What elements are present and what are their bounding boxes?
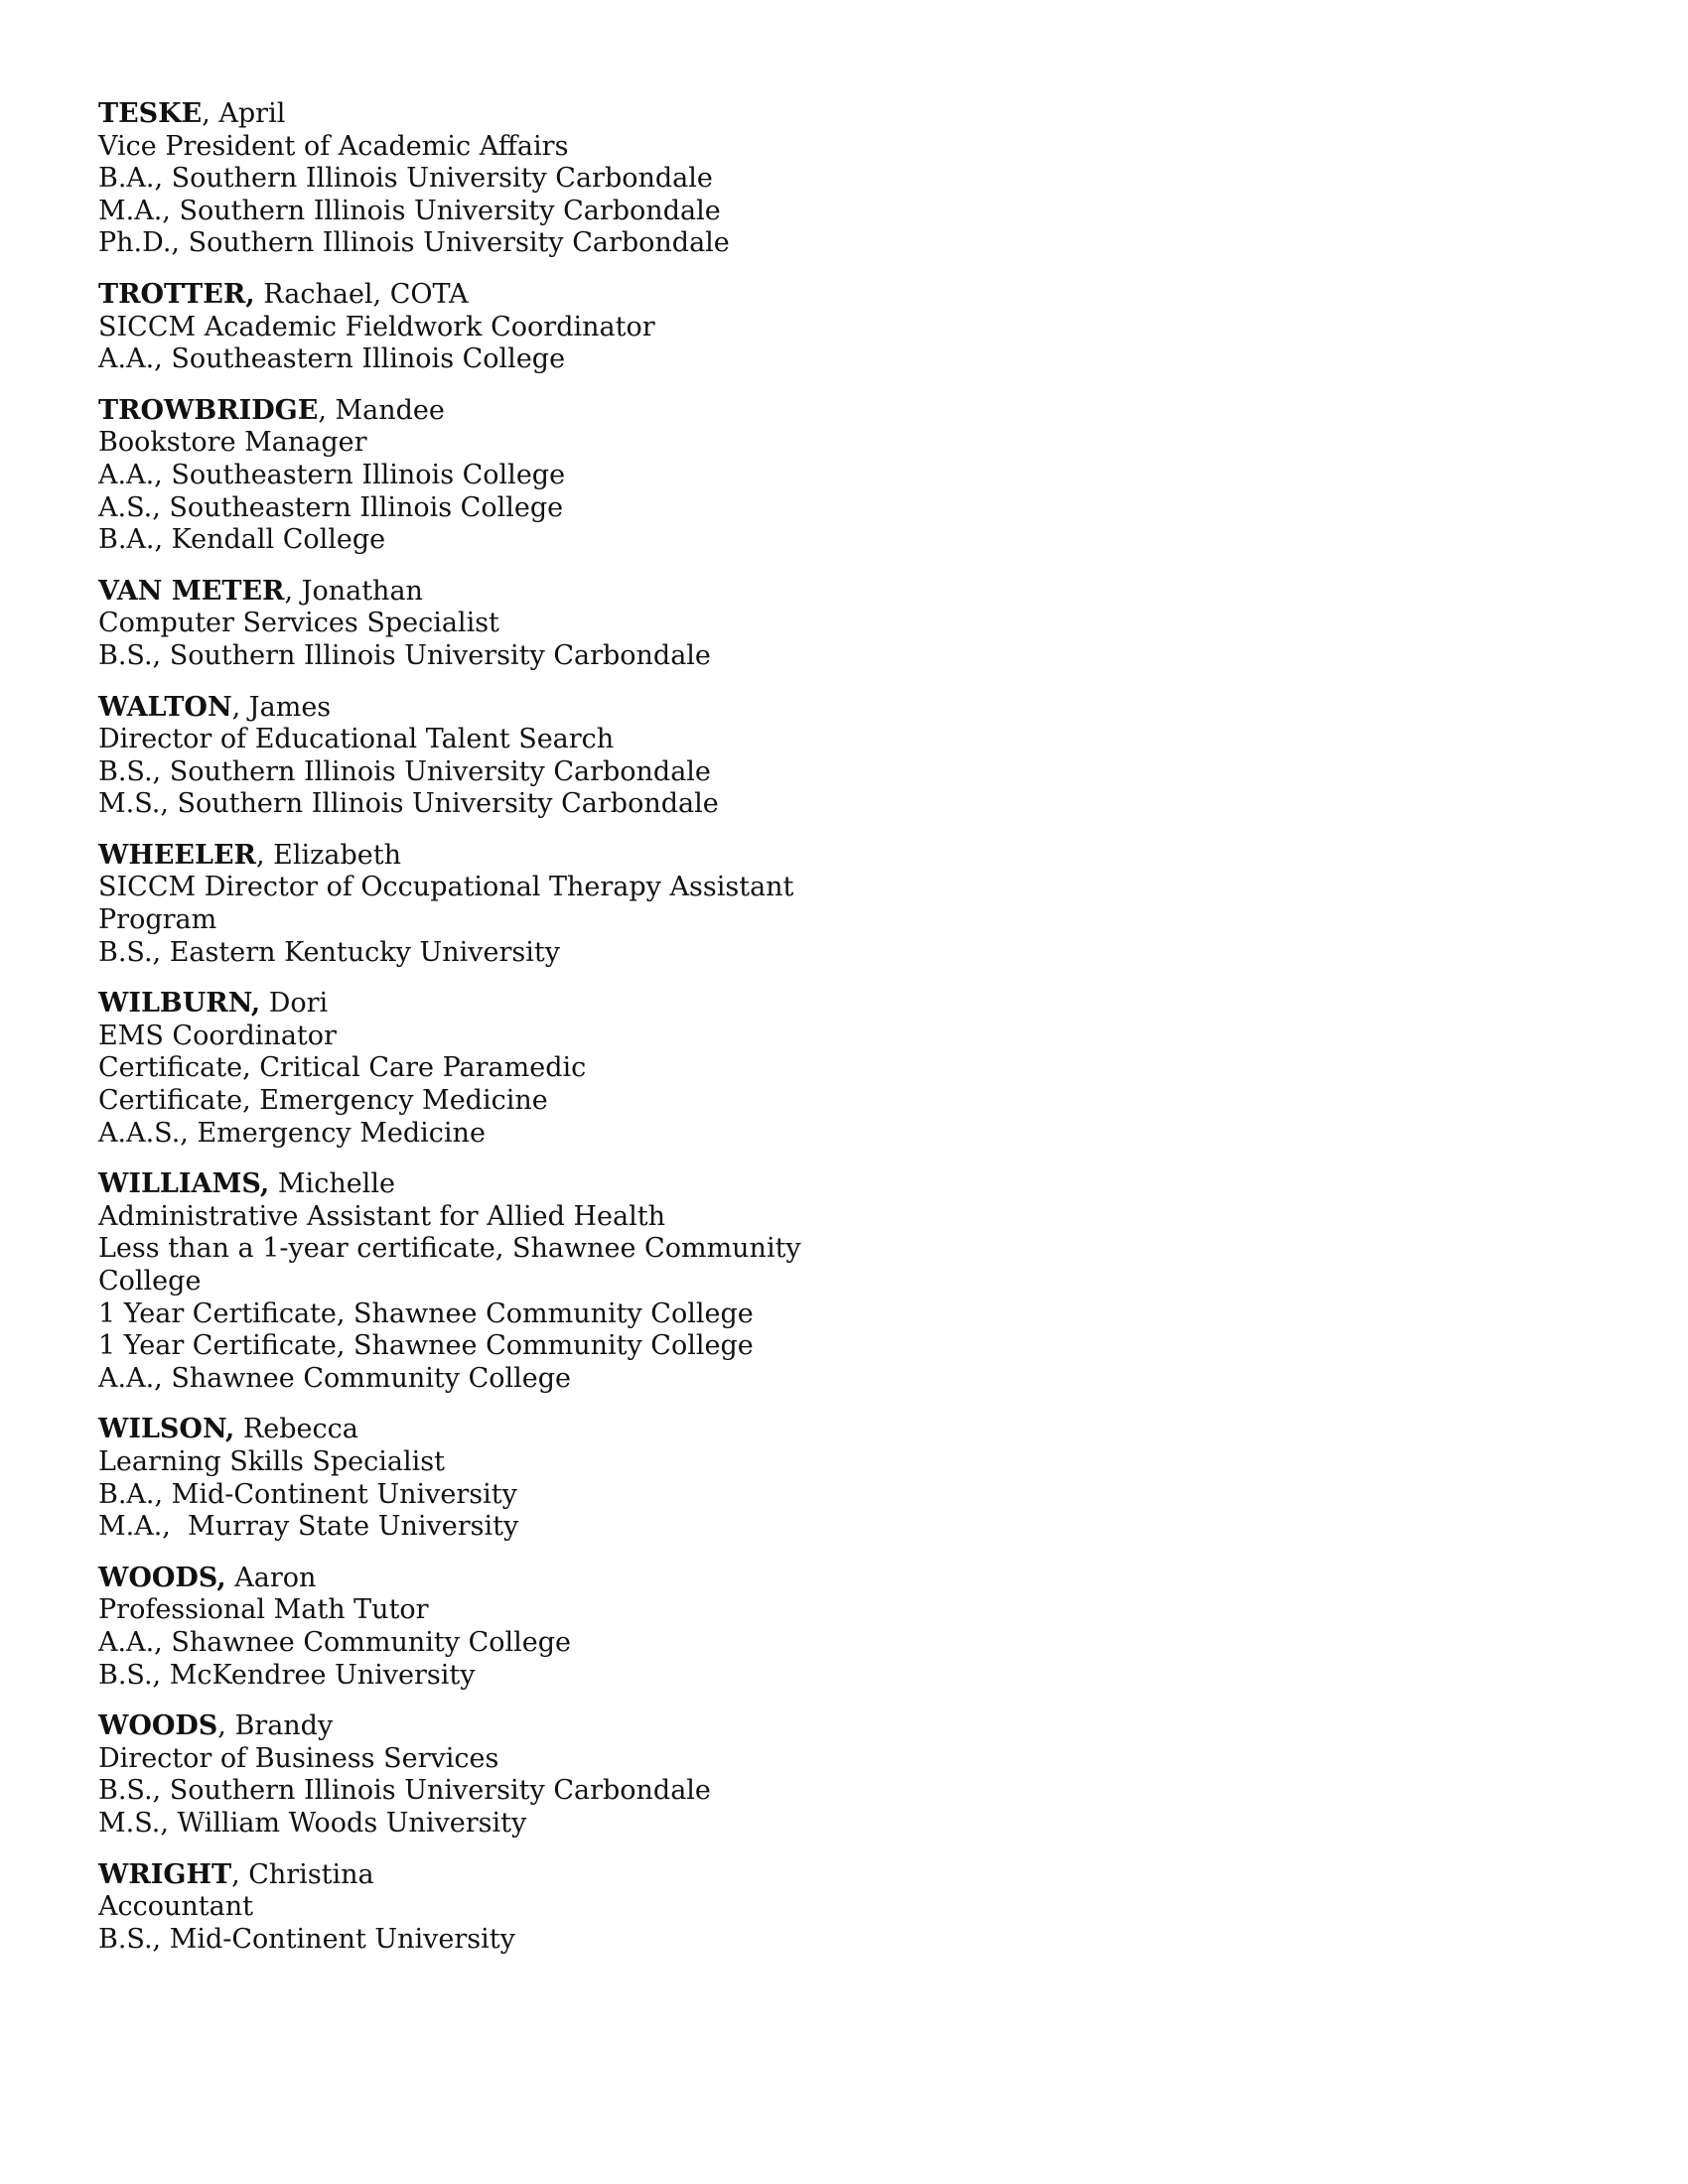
staff-degree: A.A.S., Emergency Medicine [98,1117,486,1149]
staff-given-name: Rachael, COTA [254,278,469,310]
staff-title: Learning Skills Specialist [98,1445,445,1477]
staff-given-name: , Brandy [217,1710,334,1742]
staff-title: Director of Business Services [98,1742,499,1774]
staff-title: Accountant [98,1891,253,1923]
staff-name [98,1859,833,1892]
staff-name [98,98,833,131]
staff-given-name: Michelle [269,1168,395,1200]
staff-title: EMS Coordinator [98,1020,337,1051]
staff-name [98,576,833,609]
staff-name [98,840,833,873]
staff-title: SICCM Academic Fieldwork Coordinator [98,311,655,342]
staff-degree: M.A., Southern Illinois University Carbondale [98,195,721,226]
staff-name [98,988,833,1021]
staff-surname: WILBURN, [98,988,261,1020]
staff-degree: Ph.D., Southern Illinois University Carbondale [98,227,730,259]
staff-degree: Certificate, Emergency Medicine [98,1085,548,1117]
staff-given-name: , James [231,691,332,723]
staff-title: Administrative Assistant for Allied Health [98,1200,666,1232]
staff-degree: A.A., Shawnee Community College [98,1626,571,1658]
staff-degree: A.A., Southeastern Illinois College [98,459,566,490]
staff-name [98,279,833,312]
staff-name [98,1168,833,1201]
staff-surname: WOODS, [98,1562,226,1593]
staff-degree: 1 Year Certificate, Shawnee Community College [98,1297,754,1329]
staff-surname: WRIGHT [98,1858,232,1890]
staff-entry-trowbridge [98,395,833,557]
staff-entry-wilson [98,1414,833,1543]
staff-surname: TESKE [98,98,203,129]
staff-given-name: Rebecca [234,1414,358,1445]
staff-entry-williams [98,1168,833,1395]
staff-entry-wilburn [98,988,833,1150]
staff-title: Vice President of Academic Affairs [98,130,569,162]
staff-entry-teske [98,98,833,260]
staff-surname: TROTTER, [98,278,255,310]
staff-degree: B.S., Mid-Continent University [98,1923,515,1955]
staff-name [98,1414,833,1446]
staff-entry-woods-aaron [98,1563,833,1692]
staff-given-name: , Christina [231,1858,374,1890]
staff-surname: VAN METER [98,575,285,607]
staff-entry-van-meter [98,576,833,673]
staff-surname: WHEELER [98,839,256,871]
staff-given-name: , Jonathan [284,575,423,607]
staff-degree: B.S., McKendree University [98,1659,476,1691]
staff-entry-woods-brandy [98,1710,833,1840]
staff-given-name: , Elizabeth [256,839,401,871]
staff-surname: WILSON, [98,1414,235,1445]
staff-degree: 1 Year Certificate, Shawnee Community College [98,1330,754,1362]
staff-title: SICCM Director of Occupational Therapy Assistant Program [98,872,794,936]
staff-degree: M.S., Southern Illinois University Carbondale [98,788,719,820]
staff-entry-wright [98,1859,833,1957]
staff-degree: B.A., Southern Illinois University Carbondale [98,163,713,195]
staff-title: Bookstore Manager [98,427,367,459]
staff-directory-page [98,98,833,1975]
staff-degree: B.A., Kendall College [98,524,386,556]
staff-surname: WALTON [98,691,232,723]
staff-surname: TROWBRIDGE [98,394,319,426]
staff-entry-wheeler [98,840,833,969]
staff-degree: B.S., Eastern Kentucky University [98,936,560,968]
staff-name [98,1563,833,1595]
staff-name [98,1710,833,1743]
staff-degree: B.S., Southern Illinois University Carbondale [98,639,711,671]
staff-degree: B.A., Mid-Continent University [98,1478,517,1510]
staff-title: Professional Math Tutor [98,1594,429,1626]
staff-given-name: Aaron [225,1562,317,1593]
staff-degree: A.A., Southeastern Illinois College [98,343,566,375]
staff-degree: B.S., Southern Illinois University Carbondale [98,755,711,787]
staff-name [98,395,833,428]
staff-entry-walton [98,692,833,821]
staff-entry-trotter [98,279,833,376]
staff-surname: WILLIAMS, [98,1168,270,1200]
staff-given-name: , Mandee [318,394,445,426]
staff-degree: A.S., Southeastern Illinois College [98,491,564,523]
staff-given-name: Dori [260,988,329,1020]
staff-given-name: , April [202,98,286,129]
staff-name [98,692,833,725]
staff-surname: WOODS [98,1710,218,1742]
staff-degree: Less than a 1-year certificate, Shawnee Community College [98,1233,801,1297]
staff-degree: M.S., William Woods University [98,1807,527,1839]
staff-degree: B.S., Southern Illinois University Carbondale [98,1775,711,1807]
staff-title: Director of Educational Talent Search [98,724,615,755]
staff-degree: Certificate, Critical Care Paramedic [98,1052,587,1084]
staff-degree: M.A., Murray State University [98,1511,519,1543]
staff-title: Computer Services Specialist [98,608,499,639]
staff-degree: A.A., Shawnee Community College [98,1362,571,1394]
